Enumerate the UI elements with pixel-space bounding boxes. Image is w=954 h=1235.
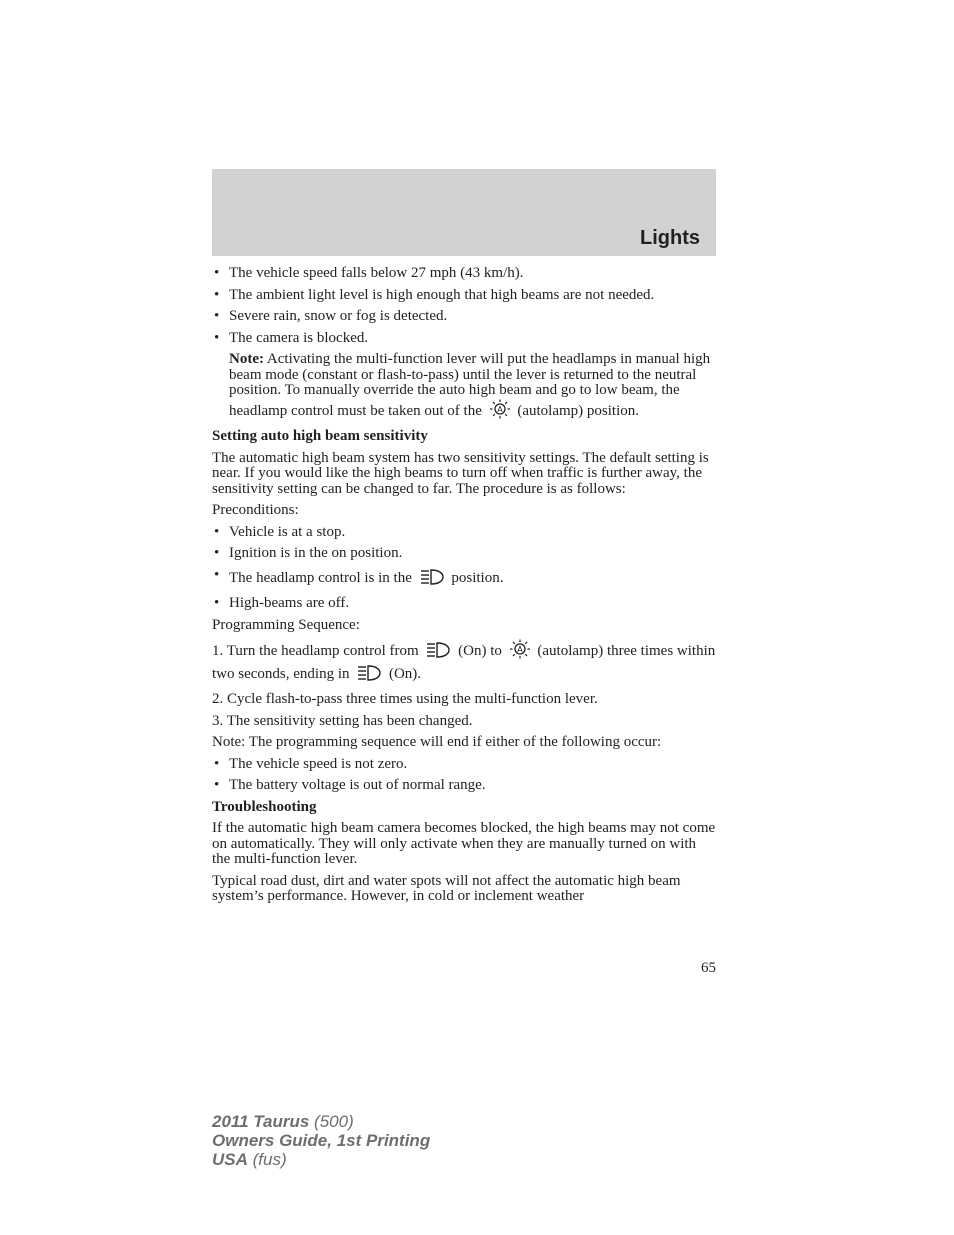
end-note: Note: The programming sequence will end if either of the following occur: xyxy=(212,734,662,750)
bullet-text-end: position. xyxy=(451,569,504,586)
section-title: Lights xyxy=(640,227,700,249)
document-footer xyxy=(212,1112,430,1169)
troubleshooting-paragraph: If the automatic high beam camera becomes blocked, the high beams may not come on automatically. They will only activate when they are manually turned on with the multi-function lever. xyxy=(212,820,716,867)
headlamp-on-icon xyxy=(419,568,445,591)
bullet-item: • High-beams are off. xyxy=(212,596,716,612)
page-number: 65 xyxy=(701,960,716,976)
bullet-item: • The ambient light level is high enough that high beams are not needed. xyxy=(212,288,716,304)
sequence-label: Programming Sequence: xyxy=(212,616,360,633)
troubleshooting-paragraph: Typical road dust, dirt and water spots will not affect the automatic high beam system’s performance. However, in cold or inclement weather xyxy=(212,872,681,904)
step-text: (On). xyxy=(388,665,422,682)
heading-sensitivity: Setting auto high beam sensitivity xyxy=(212,428,428,444)
bullet-item xyxy=(212,568,716,591)
bullet-item: • Vehicle is at a stop. xyxy=(212,525,716,541)
bullet-item: • The vehicle speed is not zero. xyxy=(212,757,716,773)
note-text: Activating the multi-function lever will put the headlamps in manual high beam mode (constant or flash-to-pass) until the lever is returned to the neutral position. To manually override the auto high beam and go to low beam, the headlamp control must be taken out of the xyxy=(229,351,711,419)
headlamp-on-icon xyxy=(356,664,382,687)
svg-text:A: A xyxy=(496,404,503,414)
preconditions-label: Preconditions: xyxy=(212,502,299,518)
bullet-text: The headlamp control is in the xyxy=(229,569,412,586)
step-text: (autolamp) three times within two seconds, ending in xyxy=(212,643,716,682)
bullet-item: • The camera is blocked. xyxy=(212,331,716,347)
step-2: 2. Cycle flash-to-pass three times using the multi-function lever. xyxy=(212,691,598,707)
autolamp-icon xyxy=(489,399,511,424)
bullet-item: • Severe rain, snow or fog is detected. xyxy=(212,309,716,325)
heading-troubleshooting: Troubleshooting xyxy=(212,798,317,815)
note-text-end: (autolamp) position. xyxy=(517,402,640,419)
note-paragraph xyxy=(212,352,716,423)
autolamp-icon xyxy=(509,639,531,664)
step-1 xyxy=(212,639,716,686)
page-content xyxy=(212,266,716,911)
note-label: Note: xyxy=(229,351,264,367)
footer-region: USA xyxy=(212,1150,248,1169)
step-text: 1. Turn the headlamp control from xyxy=(212,643,419,659)
step-text: (On) to xyxy=(458,643,502,659)
footer-line xyxy=(212,1112,430,1131)
footer-line xyxy=(212,1150,430,1169)
bullet-item: • The vehicle speed falls below 27 mph (43 km/h). xyxy=(212,266,716,282)
footer-model-code: (500) xyxy=(309,1112,354,1131)
intro-paragraph: The automatic high beam system has two sensitivity settings. The default setting is near. If you would like the high beams to turn off when traffic is further away, the sensitivity setting can be changed to far. The procedure is as follows: xyxy=(212,449,709,497)
bullet-item: • Ignition is in the on position. xyxy=(212,546,716,562)
footer-model: 2011 Taurus xyxy=(212,1112,310,1131)
bullet-item: • The battery voltage is out of normal range. xyxy=(212,778,716,794)
footer-guide: Owners Guide, 1st Printing xyxy=(212,1131,431,1150)
headlamp-on-icon xyxy=(425,641,451,664)
svg-text:A: A xyxy=(516,645,523,654)
section-header xyxy=(212,169,716,256)
step-3: 3. The sensitivity setting has been changed. xyxy=(212,712,473,729)
footer-region-code: (fus) xyxy=(247,1150,287,1169)
